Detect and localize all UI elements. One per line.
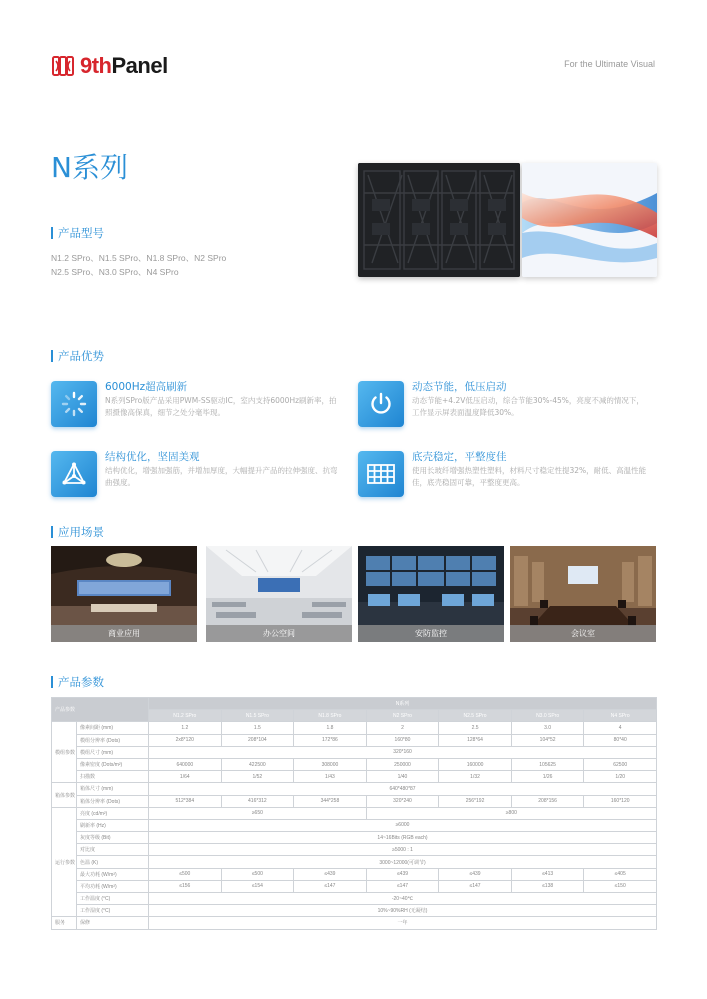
table-row — [52, 832, 657, 844]
section-advantages-heading: 产品优势 — [51, 348, 104, 364]
table-cell: 箱体尺寸 (mm) — [77, 783, 149, 795]
scene-meeting-room — [510, 546, 656, 642]
advantage-item — [51, 381, 341, 427]
table-cell: 1/40 — [366, 771, 439, 783]
advantage-title: 6000Hz超高刷新 — [105, 381, 188, 393]
table-cell: N2 SPro — [366, 710, 439, 722]
table-cell: N3.0 SPro — [511, 710, 584, 722]
table-row — [52, 844, 657, 856]
table-cell: N4 SPro — [584, 710, 657, 722]
table-cell: 像素间距 (mm) — [77, 722, 149, 734]
table-cell: 1/43 — [294, 771, 367, 783]
table-cell: 箱体分辨率 (Dots) — [77, 795, 149, 807]
table-row — [52, 905, 657, 917]
refresh-icon — [51, 381, 97, 427]
grid-icon — [358, 451, 404, 497]
table-cell: ≥650 — [149, 807, 367, 819]
table-cell: ≤439 — [294, 868, 367, 880]
table-cell: 1.5 — [221, 722, 294, 734]
table-cell: 箱体参数 — [52, 783, 77, 807]
table-cell: 扫描数 — [77, 771, 149, 783]
table-row — [52, 819, 657, 831]
models-line-2: N2.5 SPro、N3.0 SPro、N4 SPro — [51, 267, 179, 277]
table-cell: 344*258 — [294, 795, 367, 807]
section-scenes-heading: 应用场景 — [51, 524, 104, 540]
table-cell: 256*192 — [439, 795, 512, 807]
section-models-heading: 产品型号 — [51, 225, 104, 241]
table-cell: ≥5000 : 1 — [149, 844, 657, 856]
table-cell: 2.5 — [439, 722, 512, 734]
scene-caption: 会议室 — [510, 625, 656, 642]
table-row — [52, 746, 657, 758]
table-cell: 运行参数 — [52, 807, 77, 917]
table-row — [52, 880, 657, 892]
scene-commercial — [51, 546, 197, 642]
table-cell: 62500 — [584, 758, 657, 770]
table-cell: 保修 — [77, 917, 149, 929]
table-cell: 308000 — [294, 758, 367, 770]
table-cell: 产品参数 — [52, 698, 149, 722]
table-cell: 160*80 — [366, 734, 439, 746]
table-cell: 亮度 (cd/m²) — [77, 807, 149, 819]
advantage-item — [51, 451, 341, 497]
advantage-item — [358, 451, 648, 497]
table-cell: 172*86 — [294, 734, 367, 746]
brand-name: 9thPanel — [80, 53, 168, 78]
models-list — [51, 251, 226, 279]
table-cell: ≤147 — [294, 880, 367, 892]
table-cell: 10%~90%RH (无凝结) — [149, 905, 657, 917]
table-cell: 3.0 — [511, 722, 584, 734]
table-cell: 128*64 — [439, 734, 512, 746]
table-row — [52, 783, 657, 795]
table-row — [52, 868, 657, 880]
advantage-title: 底壳稳定，平整度佳 — [412, 451, 507, 463]
table-cell: 160000 — [439, 758, 512, 770]
table-cell: 一年 — [149, 917, 657, 929]
table-cell: 2 — [366, 722, 439, 734]
table-cell: ≤147 — [439, 880, 512, 892]
table-cell: 最大功耗 (W/m²) — [77, 868, 149, 880]
table-cell: 80*40 — [584, 734, 657, 746]
table-cell: ≤154 — [221, 880, 294, 892]
table-cell: 208*104 — [221, 734, 294, 746]
scene-caption: 商业应用 — [51, 625, 197, 642]
table-cell: 512*384 — [149, 795, 222, 807]
table-cell: 1.8 — [294, 722, 367, 734]
table-row — [52, 722, 657, 734]
table-cell: 160*120 — [584, 795, 657, 807]
table-cell: 3000~12000(可调节) — [149, 856, 657, 868]
table-cell: 1/64 — [149, 771, 222, 783]
table-cell: 208*156 — [511, 795, 584, 807]
display-screen-image — [522, 163, 657, 277]
scene-office — [206, 546, 352, 642]
table-cell: 14~16Bits (RGB each) — [149, 832, 657, 844]
series-title: N系列 — [51, 151, 128, 184]
models-line-1: N1.2 SPro、N1.5 SPro、N1.8 SPro、N2 SPro — [51, 253, 227, 263]
table-row — [52, 734, 657, 746]
table-cell: ≤147 — [366, 880, 439, 892]
table-cell: 250000 — [366, 758, 439, 770]
advantage-desc: N系列SPro版产品采用PWM-SS驱动IC，室内支持6000Hz刷新率，拍照摄像高保真，细节之处分毫毕现。 — [105, 396, 337, 417]
table-cell: 模组尺寸 (mm) — [77, 746, 149, 758]
table-cell: 工作湿度 (°C) — [77, 905, 149, 917]
table-cell: ≤500 — [149, 868, 222, 880]
table-cell: N2.5 SPro — [439, 710, 512, 722]
led-module-image — [358, 163, 520, 277]
table-cell: 1/32 — [439, 771, 512, 783]
table-row — [52, 771, 657, 783]
table-cell: ≥6000 — [149, 819, 657, 831]
scene-security — [358, 546, 504, 642]
table-cell: -20~40℃ — [149, 893, 657, 905]
table-cell: 104*52 — [511, 734, 584, 746]
advantage-title: 结构优化，坚固美观 — [105, 451, 200, 463]
table-cell: ≥800 — [366, 807, 656, 819]
power-icon — [358, 381, 404, 427]
table-row — [52, 856, 657, 868]
section-params-heading: 产品参数 — [51, 674, 104, 690]
table-cell: ≤150 — [584, 880, 657, 892]
table-cell: 像素密度 (Dots/m²) — [77, 758, 149, 770]
table-cell: ≤439 — [366, 868, 439, 880]
table-cell: N1.2 SPro — [149, 710, 222, 722]
table-cell: 工作温度 (°C) — [77, 893, 149, 905]
table-cell: N系列 — [149, 698, 657, 710]
scene-caption: 办公空间 — [206, 625, 352, 642]
table-cell: 服务 — [52, 917, 77, 929]
table-cell: 模组参数 — [52, 722, 77, 783]
table-cell: 4 — [584, 722, 657, 734]
logo-mark-icon — [52, 55, 74, 77]
table-cell: 320*160 — [149, 746, 657, 758]
table-cell: 416*312 — [221, 795, 294, 807]
table-cell: 色温 (K) — [77, 856, 149, 868]
table-cell: ≤439 — [439, 868, 512, 880]
table-row — [52, 893, 657, 905]
table-cell: 1/20 — [584, 771, 657, 783]
table-cell: 刷新率 (Hz) — [77, 819, 149, 831]
scene-caption: 安防监控 — [358, 625, 504, 642]
table-cell: 320*240 — [366, 795, 439, 807]
table-row — [52, 758, 657, 770]
table-cell: N1.5 SPro — [221, 710, 294, 722]
advantage-item — [358, 381, 648, 427]
table-row — [52, 795, 657, 807]
table-cell: 1/52 — [221, 771, 294, 783]
table-cell: 640000 — [149, 758, 222, 770]
table-cell: 平均功耗 (W/m²) — [77, 880, 149, 892]
advantage-desc: 结构优化，增强加强筋，并增加厚度，大幅提升产品的拉伸强度、抗弯曲强度。 — [105, 466, 338, 487]
advantage-desc: 使用长玻纤增强热塑性塑料，材料尺寸稳定性提32%，耐低、高温性能佳，底壳稳固可靠，平整度更高。 — [412, 466, 647, 487]
table-row — [52, 807, 657, 819]
table-cell: 105625 — [511, 758, 584, 770]
table-cell: ≤413 — [511, 868, 584, 880]
spec-table — [51, 697, 657, 930]
table-cell: 640*480*87 — [149, 783, 657, 795]
table-cell: 1/26 — [511, 771, 584, 783]
table-cell: 1.2 — [149, 722, 222, 734]
brand-logo — [52, 54, 168, 78]
advantage-desc: 动态节能+4.2V低压启动，综合节能30%-45%，亮度不减的情况下，工作显示屏表面温度降低30%。 — [412, 396, 644, 417]
table-cell: ≤405 — [584, 868, 657, 880]
structure-icon — [51, 451, 97, 497]
table-cell: 对比度 — [77, 844, 149, 856]
tagline: For the Ultimate Visual — [564, 59, 655, 69]
table-cell: ≤500 — [221, 868, 294, 880]
table-cell: ≤138 — [511, 880, 584, 892]
table-cell: 422500 — [221, 758, 294, 770]
advantage-title: 动态节能，低压启动 — [412, 381, 507, 393]
table-header-row — [52, 698, 657, 710]
table-cell: 2x8*120 — [149, 734, 222, 746]
table-cell: N1.8 SPro — [294, 710, 367, 722]
table-row — [52, 917, 657, 929]
table-cell: ≤156 — [149, 880, 222, 892]
table-cell: 灰度等级 (Bit) — [77, 832, 149, 844]
table-cell: 模组分辨率 (Dots) — [77, 734, 149, 746]
